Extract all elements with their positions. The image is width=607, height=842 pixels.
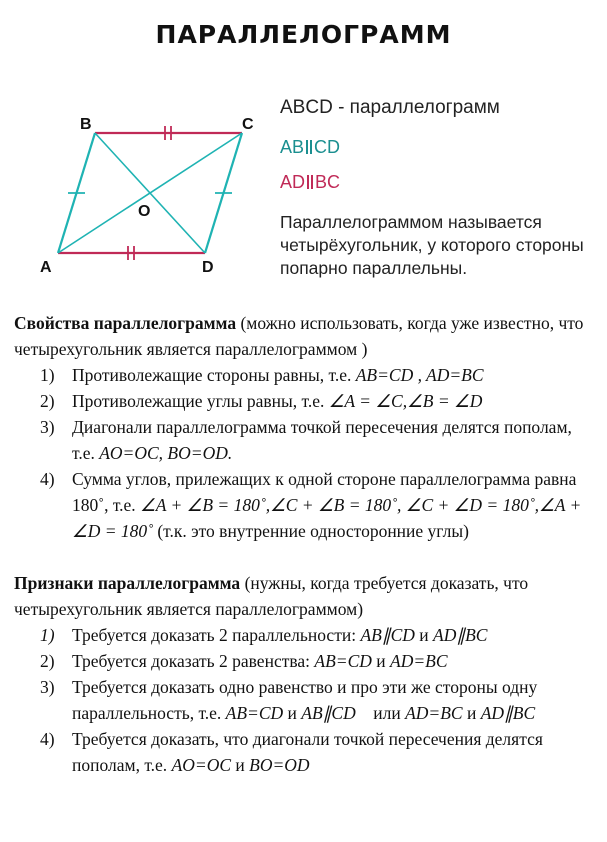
item-number: 2)	[40, 651, 55, 671]
item-math: ∠A = ∠C,∠B = ∠D	[328, 391, 483, 411]
parallel-symbol	[305, 173, 315, 191]
definition-title: ABCD - параллелограмм	[280, 97, 500, 118]
item-math: BO=OD	[249, 755, 310, 775]
item-math: AD∥BC	[480, 703, 536, 723]
criterion-item-4	[14, 726, 599, 778]
criteria-section	[14, 570, 599, 778]
item-number: 2)	[40, 391, 55, 411]
vertex-label-b: B	[80, 116, 92, 133]
properties-intro	[14, 310, 599, 362]
item-text: Сумма углов, прилежащих к одной стороне параллелограмма равна 180˚, т.е.	[72, 469, 577, 515]
item-text: Требуется доказать 2 равенства:	[72, 651, 315, 671]
vertex-label-d: D	[202, 259, 214, 276]
criteria-note: (нужны, когда требуется доказать, что четырехугольник является параллелограммом)	[14, 573, 529, 619]
properties-section	[14, 310, 599, 544]
vertex-label-c: C	[242, 116, 254, 133]
item-number: 1)	[40, 365, 55, 385]
criterion-item-3	[14, 674, 599, 726]
criteria-intro	[14, 570, 599, 622]
page-title: ПАРАЛЛЕЛОГРАММ	[155, 20, 452, 49]
item-math: AD=BC	[390, 651, 448, 671]
item-and: и	[462, 703, 481, 723]
property-item-4	[14, 466, 599, 544]
parallel-ad-bc	[280, 172, 600, 193]
criterion-item-1	[14, 622, 599, 648]
item-text: Противолежащие углы равны, т.е.	[72, 391, 329, 411]
item-math: AB=CD , AD=BC	[355, 365, 484, 385]
definition-text: Параллелограммом называется четырёхугольник, у которого стороны попарно параллельны.	[280, 212, 584, 278]
item-math: AD∥BC	[433, 625, 488, 645]
parallelogram-figure	[30, 105, 280, 280]
criterion-item-2	[14, 648, 599, 674]
item-number: 4)	[40, 729, 55, 749]
vertex-label-a: A	[40, 259, 52, 276]
item-and: и	[231, 755, 250, 775]
item-text: Диагонали параллелограмма точкой пересечения делятся пополам, т.е.	[72, 417, 572, 463]
item-text: Требуется доказать одно равенство и про эти же стороны одну параллельность, т.е.	[72, 677, 538, 723]
segment-ab: AB	[280, 137, 305, 157]
item-number: 3)	[40, 677, 55, 697]
item-text: Противолежащие стороны равны, т.е.	[72, 365, 356, 385]
diagonal-bd	[95, 133, 205, 253]
item-math: AB∥CD	[360, 625, 415, 645]
item-number: 3)	[40, 417, 55, 437]
property-item-3	[14, 414, 599, 466]
item-or: или	[355, 703, 406, 723]
item-tail: (т.к. это внутренние односторонние углы)	[152, 521, 469, 541]
item-text: Требуется доказать 2 параллельности:	[72, 625, 361, 645]
property-item-2	[14, 388, 599, 414]
item-math: AO=OC	[171, 755, 232, 775]
properties-heading: Свойства параллелограмма	[14, 313, 237, 333]
properties-note: (можно использовать, когда уже известно, что четырехугольник является параллелограммом )	[14, 313, 584, 359]
item-math: AD=BC	[405, 703, 463, 723]
segment-cd: CD	[314, 137, 341, 157]
criteria-heading: Признаки параллелограмма	[14, 573, 241, 593]
item-number: 4)	[40, 469, 55, 489]
center-label-o: O	[138, 203, 151, 220]
item-math: AB=CD	[225, 703, 284, 723]
item-math: AB∥CD	[301, 703, 356, 723]
item-math: AO=OC, BO=OD.	[99, 443, 233, 463]
property-item-1	[14, 362, 599, 388]
item-and: и	[414, 625, 434, 645]
item-math: ∠A + ∠B = 180˚,∠C + ∠B = 180˚, ∠C + ∠D = 180˚,∠A + ∠D = 180˚	[72, 495, 582, 541]
segment-ad: AD	[280, 172, 306, 192]
item-and: и	[371, 651, 391, 671]
item-text: Требуется доказать, что диагонали точкой пересечения делятся пополам, т.е.	[72, 729, 543, 775]
segment-bc: BC	[315, 172, 341, 192]
item-number: 1)	[40, 625, 55, 645]
parallel-symbol	[304, 138, 314, 156]
item-math: AB=CD	[314, 651, 372, 671]
item-and: и	[283, 703, 302, 723]
definition-block	[280, 97, 600, 280]
parallel-ab-cd	[280, 137, 600, 158]
